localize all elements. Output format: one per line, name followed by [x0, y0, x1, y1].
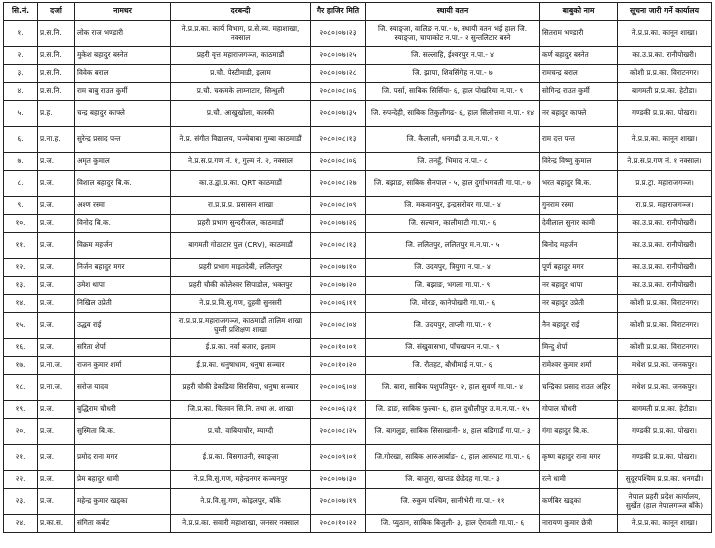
- post-cell: प्रहरी वृत्त महाराजगञ्ज, काठमाडौं: [171, 47, 311, 65]
- absentee-notice-table-wrapper: [3, 2, 711, 533]
- serial-cell: ९.: [4, 197, 38, 215]
- serial-cell: १२.: [4, 259, 38, 277]
- office-cell: प्र.प्र.ट्रा. महाराजगञ्ज।: [618, 171, 712, 197]
- address-cell: जि. पर्सा, साबिक सिर्सिया- ६, हाल पोखरिया न.पा.- ९: [366, 83, 540, 101]
- rank-cell: प्र.ज.: [38, 445, 75, 471]
- father-name-cell: बिनोद महर्जन: [540, 233, 618, 259]
- header-rank: दर्जा: [38, 3, 75, 21]
- post-cell: रा.प्र.प्र.प्र.महाराजगञ्ज, काठमाडौं तालिम शाखा घुम्ती प्रशिक्षण शाखा: [171, 313, 311, 339]
- table-row: [4, 419, 712, 445]
- serial-cell: ६.: [4, 127, 38, 153]
- office-cell: कोशी प्र.प्र.का. विराटनगर।: [618, 339, 712, 357]
- name-cell: मुकेश बहादुर बस्नेत: [75, 47, 171, 65]
- rank-cell: प्र.ज.: [38, 153, 75, 171]
- table-row: [4, 277, 712, 295]
- name-cell: अश्ण रस्मा: [75, 197, 171, 215]
- table-row: [4, 171, 712, 197]
- office-cell: सुदूरपश्चिम प्र.प्र.का. धनगढी।: [618, 471, 712, 489]
- table-header-row: [4, 3, 712, 21]
- father-name-cell: भरत बहादुर बि.क.: [540, 171, 618, 197]
- name-cell: सुस्मिता बि.क.: [75, 419, 171, 445]
- father-name-cell: पूर्ण बहादुर मगर: [540, 259, 618, 277]
- table-row: [4, 127, 712, 153]
- serial-cell: ३.: [4, 65, 38, 83]
- absent-date-cell: २०८०।०७।२५: [311, 47, 366, 65]
- office-cell: का.उ.प्र.का. रानीपोखरी।: [618, 47, 712, 65]
- absent-date-cell: २०८०।१०।२०: [311, 357, 366, 375]
- name-cell: प्रमोद राना मगर: [75, 445, 171, 471]
- father-name-cell: चन्द्रिका प्रसाद राउत अहिर: [540, 375, 618, 401]
- name-cell: महेन्द्र कुमार खड्का: [75, 489, 171, 515]
- rank-cell: प्र.ज.: [38, 233, 75, 259]
- father-name-cell: नैन बहादुर राई: [540, 313, 618, 339]
- office-cell: कोशी प्र.प्र.का. विराटनगर।: [618, 65, 712, 83]
- address-cell: जि. सल्लाहि, ईश्वरपुर न.पा.- ४: [366, 47, 540, 65]
- rank-cell: प्र.ना.ह.: [38, 127, 75, 153]
- post-cell: प्र.चौ. पेस्टीमाडी, इलाम: [171, 65, 311, 83]
- office-cell: मधेश प्र.प्र.का. जनकपुर।: [618, 357, 712, 375]
- table-row: [4, 445, 712, 471]
- table-row: [4, 233, 712, 259]
- father-name-cell: सितराम भण्डारी: [540, 21, 618, 47]
- office-cell: ने.प्र.प्र.का. कानून शाखा।: [618, 515, 712, 533]
- serial-cell: ५.: [4, 101, 38, 127]
- absentee-notice-table: [3, 2, 712, 533]
- rank-cell: प्र.ज.: [38, 171, 75, 197]
- table-row: [4, 357, 712, 375]
- rank-cell: प्र.स.नि.: [38, 21, 75, 47]
- name-cell: सुरेन्द्र प्रसाद पन्त: [75, 127, 171, 153]
- rank-cell: प्र.ना.ज.: [38, 375, 75, 401]
- name-cell: प्रेम बहादुर धामी: [75, 471, 171, 489]
- post-cell: जि.प्र.का. चितवन सि.नि. तथा अ. शाखा: [171, 401, 311, 419]
- table-row: [4, 489, 712, 515]
- office-cell: कोशी प्र.प्र.का. विराटनगर।: [618, 295, 712, 313]
- address-cell: जि. ललितपुर, ललितपुर म.न.पा.- ५: [366, 233, 540, 259]
- name-cell: बुद्धिराम चौधरी: [75, 401, 171, 419]
- name-cell: लोक राज भण्डारी: [75, 21, 171, 47]
- table-row: [4, 375, 712, 401]
- post-cell: ने.प्र.वि.सु.गण, कोइलपुर, बाँके: [171, 489, 311, 515]
- table-row: [4, 153, 712, 171]
- father-name-cell: कृष्ण बहादुर राना मगर: [540, 445, 618, 471]
- absent-date-cell: २०८०।०८।०६: [311, 153, 366, 171]
- absent-date-cell: २०८०।०७।१९: [311, 489, 366, 515]
- office-cell: का.उ.प्र.का. रानीपोखरी।: [618, 259, 712, 277]
- rank-cell: प्र.स.नि.: [38, 65, 75, 83]
- office-cell: नेपाल प्रहरी प्रदेश कार्यालय, सुर्खेत (हाल नेपालगञ्ज बाँके): [618, 489, 712, 515]
- table-row: [4, 47, 712, 65]
- absent-date-cell: २०८०।०७।३०: [311, 471, 366, 489]
- name-cell: विनोद बि.क.: [75, 215, 171, 233]
- post-cell: का.उ.द्वा.प्र.का. QRT काठमाडौं: [171, 171, 311, 197]
- absent-date-cell: २०८०।०७।३५: [311, 101, 366, 127]
- address-cell: जि. उदयपुर, ताप्ली गा.पा.- १: [366, 313, 540, 339]
- table-row: [4, 313, 712, 339]
- name-cell: उद्धव राई: [75, 313, 171, 339]
- header-post: दरबन्दी: [171, 3, 311, 21]
- rank-cell: प्र.ज.: [38, 197, 75, 215]
- father-name-cell: नर बहादुर उप्रेती: [540, 295, 618, 313]
- absent-date-cell: २०८०।०७।२६: [311, 215, 366, 233]
- father-name-cell: कर्णबिर खड्का: [540, 489, 618, 515]
- address-cell: जि. डाङ, साबिक फुल्वा- ६, हाल दुधौलीपुर उ.म.न.पा.- १५: [366, 401, 540, 419]
- father-name-cell: सोगिन्द्र राउत कुर्मी: [540, 83, 618, 101]
- post-cell: ने.प्र.स.प्र.गण नं. १, गुल्म नं. २, नक्साल: [171, 153, 311, 171]
- header-issuing-office: सूचना जारी गर्ने कार्यालय: [618, 3, 712, 21]
- address-cell: जि.गोरखा, साबिक आरुआर्बाङ- ८, हाल आरुघाट गा.पा.- ६: [366, 445, 540, 471]
- serial-cell: २४.: [4, 515, 38, 533]
- absent-date-cell: २०८०।०८।०९: [311, 197, 366, 215]
- office-cell: ने.प्र.प्र.का. कानून शाखा।: [618, 127, 712, 153]
- serial-cell: १८.: [4, 375, 38, 401]
- father-name-cell: नारायण कुमार छेत्री: [540, 515, 618, 533]
- father-name-cell: देवीलाल सुनार कामी: [540, 215, 618, 233]
- serial-cell: १६.: [4, 339, 38, 357]
- post-cell: प्रहरी प्रभाग सुन्दरीजल, काठमाडौं: [171, 215, 311, 233]
- father-name-cell: रामेश्वर कुमार शर्मा: [540, 357, 618, 375]
- post-cell: ने.प्र.प्र.वि.सु.गण, दुहवी सुनसरी: [171, 295, 311, 313]
- post-cell: प्र.चौ. आखुखोला, कास्की: [171, 101, 311, 127]
- absent-date-cell: २०८०।०७।२३: [311, 21, 366, 47]
- father-name-cell: गुनराम रस्मा: [540, 197, 618, 215]
- address-cell: जि. रुपन्देही, साबिक तिकुलीगढ- ६, हाल सिलोत्तमा न.पा.- १४: [366, 101, 540, 127]
- rank-cell: प्र.ज.: [38, 419, 75, 445]
- table-row: [4, 101, 712, 127]
- name-cell: विशाल बहादुर बि.क.: [75, 171, 171, 197]
- office-cell: ने.प्र.प्र.का. कानून शाखा।: [618, 21, 712, 47]
- absent-date-cell: २०८०।०६।०४: [311, 375, 366, 401]
- table-body: [4, 21, 712, 533]
- office-cell: गण्डकी प्र.प्र.का. पोखरा।: [618, 419, 712, 445]
- office-cell: का.उ.प्र.का. रानीपोखरी।: [618, 215, 712, 233]
- office-cell: बागमती प्र.प्र.का. हेटौडा।: [618, 401, 712, 419]
- table-row: [4, 515, 712, 533]
- rank-cell: प्र.ज.: [38, 295, 75, 313]
- office-cell: गण्डकी प्र.प्र.का. पोखरा।: [618, 445, 712, 471]
- post-cell: ने.प्र.प्र.का. सवारी महाशाखा, जनसर नक्साल: [171, 515, 311, 533]
- post-cell: ने.प्र.प्र.का. कार्य विभाग, प्र.से.व्य. महाशाखा, नक्साल: [171, 21, 311, 47]
- table-row: [4, 259, 712, 277]
- address-cell: जि. स्याङ्जा, वालिङ न.पा.- ७, स्थायी वतन भई हाल जि. स्याङ्जा, चापाकोट न.पा.- २ सुन्तलिटार बस्ने: [366, 21, 540, 47]
- table-row: [4, 215, 712, 233]
- post-cell: प्रहरी चौकी डेकडिया सिरसिया, धनुषा सञ्चार: [171, 375, 311, 401]
- header-name: नामथर: [75, 3, 171, 21]
- address-cell: जि. बागलुङ, साबिक सिसाखानी- ४, हाल बडिगाडँ गा.पा.- ३: [366, 419, 540, 445]
- rank-cell: प्र.ज.: [38, 339, 75, 357]
- post-cell: प्रहरी प्रभाग माइतदेबी, ललितपुर: [171, 259, 311, 277]
- name-cell: सरिता शेर्पा: [75, 339, 171, 357]
- table-row: [4, 65, 712, 83]
- post-cell: बागमती गोठाटार पुल (CRV), काठमाडौं: [171, 233, 311, 259]
- name-cell: निर्जन बहादुर मगर: [75, 259, 171, 277]
- post-cell: ई.प्र.का. धनुषाधाम, धनुषा सञ्चार: [171, 357, 311, 375]
- rank-cell: प्र.ज.: [38, 489, 75, 515]
- address-cell: जि. रौतहट, बौधीमाई न.पा.- ६: [366, 357, 540, 375]
- office-cell: बागमती प्र.प्र.का. हेटौडा।: [618, 83, 712, 101]
- rank-cell: प्र.ह.: [38, 101, 75, 127]
- serial-cell: १४.: [4, 295, 38, 313]
- father-name-cell: मिन्दु शेर्पा: [540, 339, 618, 357]
- serial-cell: २१.: [4, 445, 38, 471]
- office-cell: का.उ.प्र.का. रानीपोखरी।: [618, 233, 712, 259]
- table-row: [4, 83, 712, 101]
- post-cell: ने.प्र. संगीत विद्यालय, पञ्चेबाबा गुम्बा काठमाडौं: [171, 127, 311, 153]
- father-name-cell: गोपाल चौधरी: [540, 401, 618, 419]
- absent-date-cell: २०८०।०८।१३: [311, 127, 366, 153]
- serial-cell: १७.: [4, 357, 38, 375]
- absent-date-cell: २०८०।०७।२०: [311, 277, 366, 295]
- serial-cell: १३.: [4, 277, 38, 295]
- rank-cell: प्र.ज.: [38, 215, 75, 233]
- absent-date-cell: २०८०।०९।०१: [311, 445, 366, 471]
- address-cell: जि. बाजुरा, खप्तड छेडेदह गा.पा.- ३: [366, 471, 540, 489]
- table-row: [4, 339, 712, 357]
- rank-cell: प्र.ज.: [38, 277, 75, 295]
- absent-date-cell: २०८०।१०।०१: [311, 339, 366, 357]
- absent-date-cell: २०८०।०६।३१: [311, 401, 366, 419]
- father-name-cell: राम दत्त पन्त: [540, 127, 618, 153]
- rank-cell: प्र.ज.: [38, 259, 75, 277]
- header-permanent-address: स्थायी वतन: [366, 3, 540, 21]
- name-cell: चन्द्र बहादुर काफ्ले: [75, 101, 171, 127]
- address-cell: जि. रुकुम पश्चिम, सानीभेरी गा.पा.- ११: [366, 489, 540, 515]
- post-cell: ई.प्र.का. नर्वा बजार, इलाम: [171, 339, 311, 357]
- absent-date-cell: २०८०।०८।१३: [311, 233, 366, 259]
- rank-cell: प्र.ज.: [38, 313, 75, 339]
- name-cell: अमृत कुमाल: [75, 153, 171, 171]
- address-cell: जि. संखुवासभा, पाँचखपन न.पा.- ९: [366, 339, 540, 357]
- post-cell: प्र.चौ. वाबियाचौर, म्याग्दी: [171, 419, 311, 445]
- address-cell: जि. मोरङ, कानेपोखरी गा.पा.- ६: [366, 295, 540, 313]
- address-cell: जि. झापा, शिवसिंगेह न.पा.- ७: [366, 65, 540, 83]
- father-name-cell: रत्ने धामी: [540, 471, 618, 489]
- absent-date-cell: २०८०।०७।१०: [311, 259, 366, 277]
- serial-cell: ११.: [4, 233, 38, 259]
- header-serial: सि.नं.: [4, 3, 38, 21]
- header-absent-date: गैर हाजिर मिति: [311, 3, 366, 21]
- father-name-cell: कर्ण बहादुर बस्नेत: [540, 47, 618, 65]
- rank-cell: प्र.का.स.: [38, 515, 75, 533]
- address-cell: जि. मकवानपुर, इन्द्रसरोवर गा.पा.- ४: [366, 197, 540, 215]
- post-cell: प्र.चौ. चकमके लाम्नाटार, सिन्धुली: [171, 83, 311, 101]
- absent-date-cell: २०८०।०८।०६: [311, 83, 366, 101]
- absent-date-cell: २०८०।०८।०४: [311, 313, 366, 339]
- serial-cell: २३.: [4, 489, 38, 515]
- serial-cell: ४.: [4, 83, 38, 101]
- address-cell: जि. प्युठान, साबिक बिजुली- ३, हाल ऐरावती गा.पा.- ६: [366, 515, 540, 533]
- table-row: [4, 197, 712, 215]
- absent-date-cell: २०८०।०७।२८: [311, 65, 366, 83]
- address-cell: जि. बारा, साबिक पशुपतिपुर- २, हाल सुवर्ण गा.पा.- ४: [366, 375, 540, 401]
- name-cell: विवेक बराल: [75, 65, 171, 83]
- address-cell: जि. बझाङ, साबिक सैनपाल - ५, हाल दुर्गाभगवती गा.पा.- ७: [366, 171, 540, 197]
- name-cell: राजन कुमार शर्मा: [75, 357, 171, 375]
- serial-cell: २.: [4, 47, 38, 65]
- office-cell: मधेश प्र.प्र.का. जनकपुर।: [618, 375, 712, 401]
- post-cell: ई.प्र.का. विसगाउनी, स्याङ्जा: [171, 445, 311, 471]
- serial-cell: १०.: [4, 215, 38, 233]
- address-cell: जि. कैलाली, धनगढी उ.म.न.पा.- १: [366, 127, 540, 153]
- name-cell: संगिता कर्बट: [75, 515, 171, 533]
- father-name-cell: नर बहादुर थापा: [540, 277, 618, 295]
- rank-cell: प्र.ज.: [38, 471, 75, 489]
- office-cell: ने.प्र.स.प्र.गण नं. १ नक्साल।: [618, 153, 712, 171]
- serial-cell: १९.: [4, 401, 38, 419]
- post-cell: ने.प्र.वि.सु.गण, महेन्द्रनगर कञ्चनपुर: [171, 471, 311, 489]
- name-cell: निखिल उप्रेती: [75, 295, 171, 313]
- office-cell: कोशी प्र.प्र.का. विराटनगर।: [618, 313, 712, 339]
- header-father-name: बाबुको नाम: [540, 3, 618, 21]
- name-cell: राम बाबु राउत कुर्मी: [75, 83, 171, 101]
- office-cell: का.उ.प्र.का. रानीपोखरी।: [618, 277, 712, 295]
- serial-cell: १.: [4, 21, 38, 47]
- post-cell: रा.प्र.प्र.प्र. प्रसासन शाखा: [171, 197, 311, 215]
- rank-cell: प्र.ना.ज.: [38, 357, 75, 375]
- absent-date-cell: २०८०।०८।२७: [311, 171, 366, 197]
- address-cell: जि. सल्यान, कालीमाटी गा.पा.- ६: [366, 215, 540, 233]
- father-name-cell: नर बहादुर काफ्ले: [540, 101, 618, 127]
- address-cell: जि. तनहुँ, भिमाद न.पा.- ८: [366, 153, 540, 171]
- rank-cell: प्र.ज.: [38, 401, 75, 419]
- table-row: [4, 21, 712, 47]
- table-row: [4, 471, 712, 489]
- serial-cell: ८.: [4, 171, 38, 197]
- address-cell: जि. उदयपुर, त्रियुगा न.पा.- ४: [366, 259, 540, 277]
- absent-date-cell: २०८०।०६।११: [311, 295, 366, 313]
- office-cell: रा.प्र.प्र. महाराजगञ्ज।: [618, 197, 712, 215]
- serial-cell: २०.: [4, 419, 38, 445]
- address-cell: जि. बझाङ, भगला गा.पा.- ९: [366, 277, 540, 295]
- serial-cell: २२.: [4, 471, 38, 489]
- father-name-cell: रामचन्द्र बराल: [540, 65, 618, 83]
- absent-date-cell: २०८०।०८।२५: [311, 419, 366, 445]
- post-cell: प्रहरी चौकी कोलेश्वर सिपाडोल, भक्तपुर: [171, 277, 311, 295]
- table-row: [4, 401, 712, 419]
- serial-cell: ७.: [4, 153, 38, 171]
- name-cell: सरोज यादव: [75, 375, 171, 401]
- absent-date-cell: २०८०।१०।२२: [311, 515, 366, 533]
- table-row: [4, 295, 712, 313]
- rank-cell: प्र.स.नि.: [38, 47, 75, 65]
- name-cell: विक्रम महर्जन: [75, 233, 171, 259]
- office-cell: गण्डकी प्र.प्र.का. पोखरा।: [618, 101, 712, 127]
- father-name-cell: गंगा बहादुर बि.क.: [540, 419, 618, 445]
- father-name-cell: विरेन्द्र विष्णु कुमाल: [540, 153, 618, 171]
- name-cell: उमेश थापा: [75, 277, 171, 295]
- serial-cell: १५.: [4, 313, 38, 339]
- rank-cell: प्र.स.नि.: [38, 83, 75, 101]
